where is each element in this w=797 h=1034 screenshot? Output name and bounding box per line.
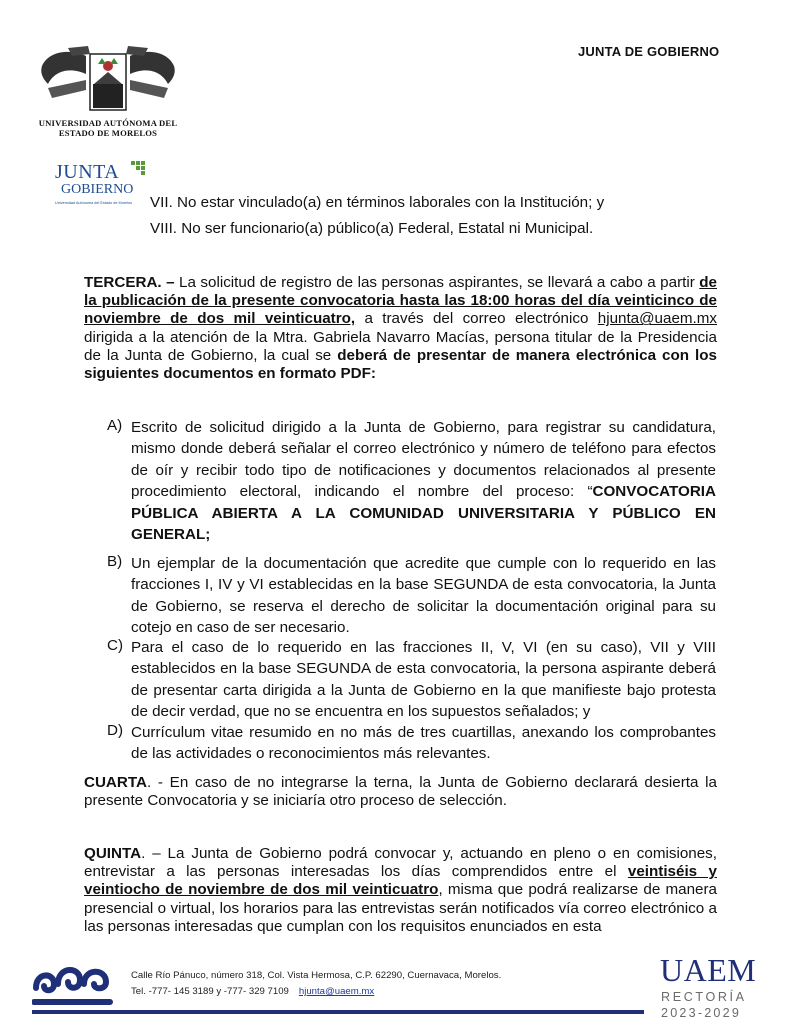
- rectoria-years: 2023-2029: [661, 1006, 742, 1020]
- item-b-text: Un ejemplar de la documentación que acredite que cumple con lo requerido en las fracciones I, IV y VI establecidas en la base SEGUNDA de esta convocatoria, la Junta de Gobierno, se reserva el derecho de solicitar la documentación original para su cotejo en caso de ser necesario.: [131, 555, 716, 637]
- rectoria-label: RECTORÍA: [661, 990, 747, 1004]
- quinta-paragraph: [84, 845, 717, 936]
- item-c-text: Para el caso de lo requerido en las fracciones II, V, VI (en su caso), VII y VIII establecidos en la base SEGUNDA de esta convocatoria, la persona aspirante deberá de presentar carta dirigida a la Junta de Gobierno en la que manifieste bajo protesta de decir verdad, que no se encuentra en los supuestos señalados; y: [131, 639, 716, 721]
- tercera-text-3: a través del correo electrónico: [355, 310, 598, 328]
- junta-logo: [55, 161, 149, 207]
- cuarta-paragraph: [84, 774, 717, 810]
- footer-address: Calle Río Pánuco, número 318, Col. Vista Hermosa, C.P. 62290, Cuernavaca, Morelos.: [131, 970, 502, 981]
- junta-logo-subtitle: Universidad Autónoma del Estado de Morelos: [55, 201, 133, 205]
- quinta-text-1: . – La Junta de Gobierno podrá convocar y, actuando en pleno o en comisiones, entrevistar a las personas interesadas los días comprendidos entre el: [84, 845, 717, 881]
- quinta-text-3: , misma que podrá realizarse de manera presencial o virtual, los horarios para las entrevistas serán notificados vía correo electrónico a las personas interesadas que cumplan con los requisitos enunciados en esta: [84, 881, 717, 935]
- cuarta-text: . - En caso de no integrarse la terna, la Junta de Gobierno declarará desierta la presente Convocatoria y se iniciaría otro proceso de selección.: [84, 774, 717, 810]
- item-a-label: A): [107, 417, 123, 434]
- cuarta-label: CUARTA: [84, 774, 147, 791]
- university-name-line1: UNIVERSIDAD AUTÓNOMA DEL: [38, 118, 178, 128]
- footer-divider: [32, 1010, 644, 1014]
- tercera-email-link[interactable]: hjunta@uaem.mx: [597, 310, 718, 328]
- item-a-text: [131, 417, 716, 545]
- quinta-label: QUINTA: [84, 845, 142, 862]
- page-header-title: JUNTA DE GOBIERNO: [578, 44, 720, 59]
- item-b-label: B): [107, 553, 123, 570]
- junta-logo-word: JUNTA: [55, 161, 120, 183]
- fraction-vii: VII. No estar vinculado(a) en términos laborales con la Institución; y: [150, 194, 605, 211]
- uaem-brand-logo: UAEM: [660, 952, 757, 988]
- item-d-text: Currículum vitae resumido en no más de tres cuartillas, anexando los comprobantes de las actividades o reconocimientos más relevantes.: [131, 724, 716, 763]
- quinta-dates: veintiséis y veintiocho de noviembre de dos mil veinticuatro: [84, 863, 717, 899]
- item-a-body: Escrito de solicitud dirigido a la Junta de Gobierno, para registrar su candidatura, mismo donde deberá señalar el correo electrónico y número de teléfono para efectos de oír y recibir todo tipo de notificaciones y documentos relacionados al presente procedimiento electoral, indicando el nombre del proceso: “: [131, 419, 716, 501]
- tercera-paragraph: [84, 274, 717, 383]
- tercera-text-4: dirigida a la atención de la Mtra. Gabriela Navarro Macías, persona titular de la Presidencia de la Junta de Gobierno, la cual se: [84, 328, 717, 364]
- fraction-viii: VIII. No ser funcionario(a) público(a) Federal, Estatal ni Municipal.: [150, 220, 594, 237]
- footer-phone: [131, 986, 374, 997]
- item-a-bold: CONVOCATORIA PÚBLICA ABIERTA A LA COMUNIDAD UNIVERSITARIA Y PÚBLICO EN GENERAL;: [131, 483, 716, 544]
- tercera-requirement: deberá de presentar de manera electrónica con los siguientes documentos en formato PDF:: [84, 346, 718, 383]
- item-d-label: D): [107, 722, 124, 739]
- junta-grid-icon: [131, 161, 145, 175]
- uaem-logo: [36, 44, 180, 138]
- footer-email-link[interactable]: hjunta@uaem.mx: [298, 986, 375, 997]
- tercera-text-1: La solicitud de registro de las personas aspirantes, se llevará a cabo a partir: [174, 274, 700, 291]
- tercera-deadline: de la publicación de la presente convocatoria hasta las 18:00 horas del día veinticinco de noviembre de dos mil veinticuatro,: [84, 274, 717, 328]
- tercera-label: TERCERA. –: [84, 274, 175, 291]
- item-c-label: C): [107, 637, 124, 654]
- university-name-line2: ESTADO DE MORELOS: [58, 128, 158, 138]
- uaem-crest-icon: [38, 44, 178, 114]
- junta-logo-word2: GOBIERNO: [61, 182, 134, 197]
- footer-phone-text: Tel. -777- 145 3189 y -777- 329 7109: [131, 986, 289, 997]
- wave-ornament-icon: [32, 958, 114, 1015]
